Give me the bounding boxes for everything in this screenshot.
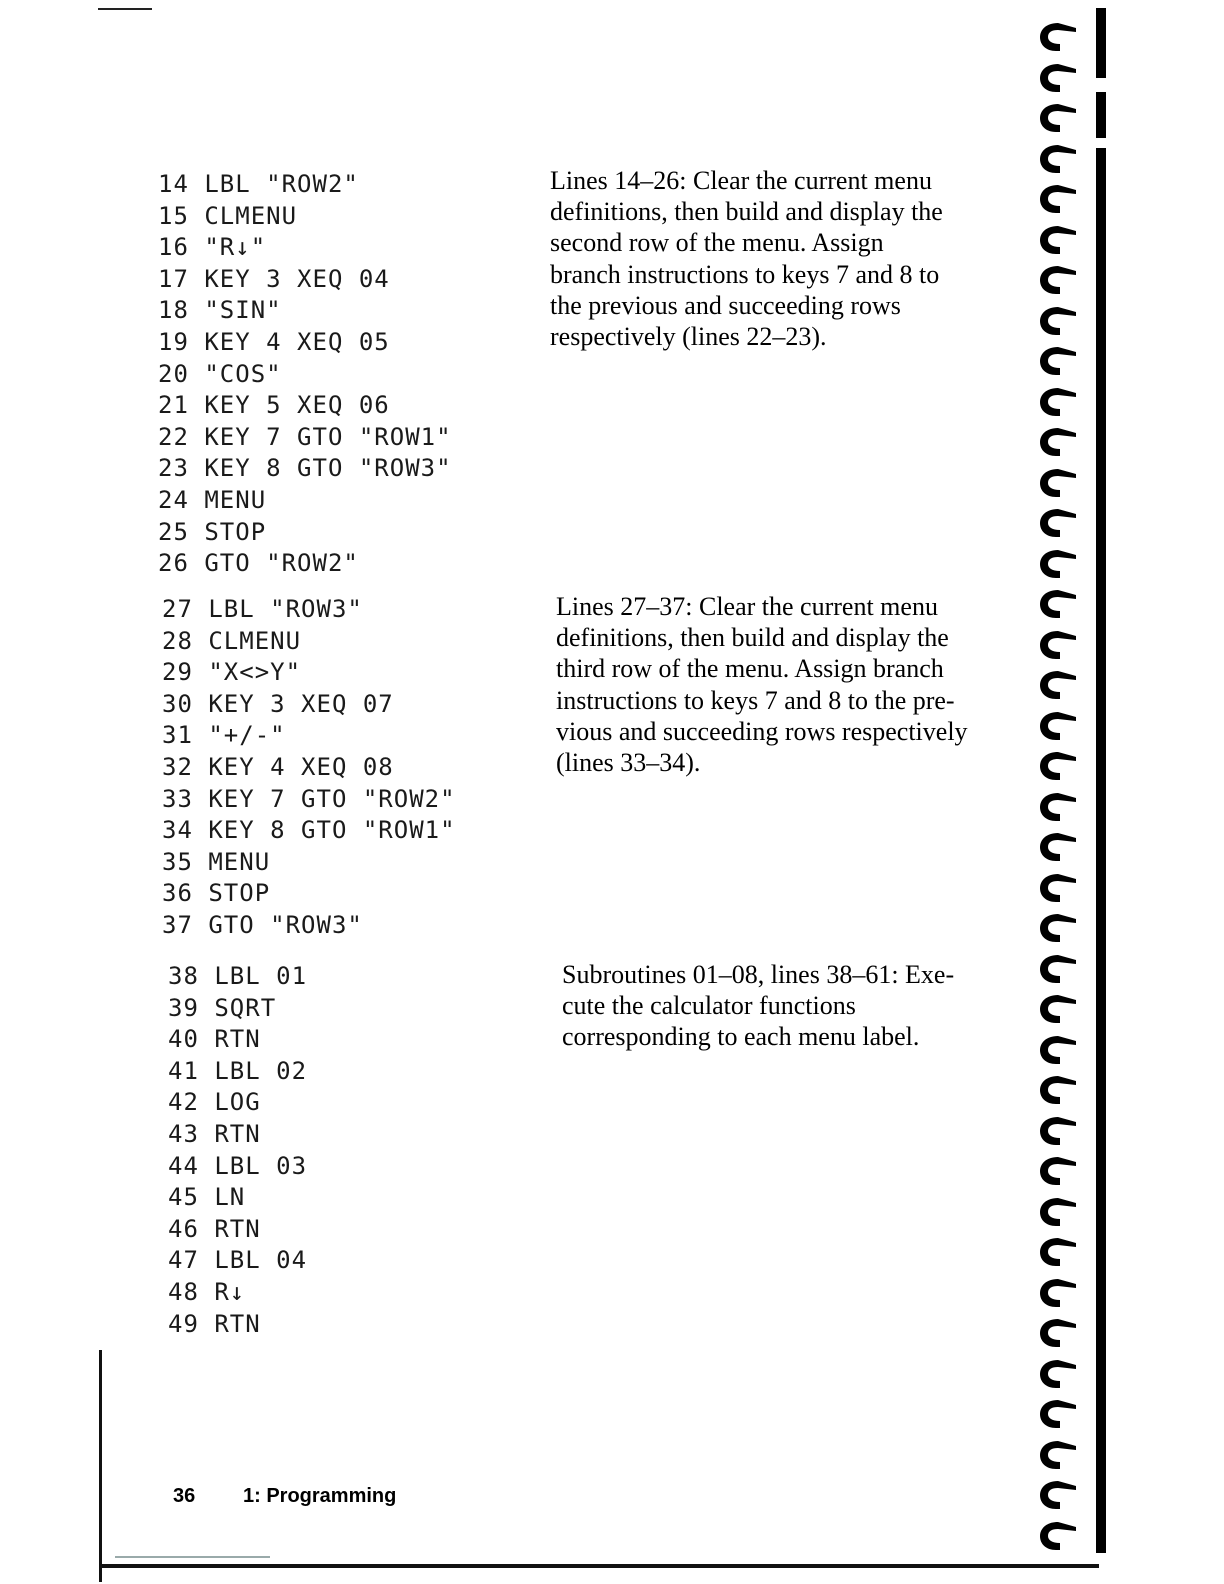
note-line: Lines 14–26: Clear the current menu <box>550 166 932 195</box>
code-line: 49 RTN <box>168 1309 261 1338</box>
code-line: 14 LBL "ROW2" <box>158 170 359 198</box>
note-line: second row of the menu. Assign <box>550 228 884 258</box>
binding-ring <box>1036 952 1078 986</box>
code-line: 16 "R↓" <box>158 233 267 262</box>
code-listing-block-3 <box>168 961 307 1340</box>
code-line: 31 "+/-" <box>162 721 286 750</box>
code-line: 37 GTO "ROW3" <box>162 910 363 939</box>
code-line: 19 KEY 4 XEQ 05 <box>158 327 390 356</box>
code-line: 15 CLMENU <box>158 201 298 230</box>
binding-ring <box>1036 668 1078 702</box>
chapter-title: 1: Programming <box>243 1485 397 1507</box>
binding-ring <box>1036 749 1078 783</box>
note-line: Lines 27–37: Clear the current menu <box>556 592 938 621</box>
binding-ring <box>1036 1397 1078 1431</box>
binding-ring <box>1036 871 1078 905</box>
code-line: 20 "COS" <box>158 359 282 388</box>
code-listing-block-2 <box>162 594 456 942</box>
note-line: vious and succeeding rows respectively <box>556 716 968 746</box>
binding-bar <box>1096 92 1106 138</box>
code-line: 26 GTO "ROW2" <box>158 549 359 578</box>
binding-ring <box>1036 304 1078 338</box>
binding-ring <box>1036 466 1078 500</box>
note-line: Subroutines 01–08, lines 38–61: Exe- <box>562 960 955 989</box>
note-line: the previous and succeeding rows <box>550 290 901 320</box>
binding-ring <box>1036 142 1078 176</box>
note-line: definitions, then build and display the <box>550 197 943 227</box>
code-line: 47 LBL 04 <box>168 1246 308 1275</box>
binding-ring <box>1036 1276 1078 1310</box>
scan-top-rule <box>98 8 152 10</box>
note-line: instructions to keys 7 and 8 to the pre- <box>556 685 955 715</box>
binding-ring <box>1036 1519 1078 1553</box>
code-line: 45 LN <box>168 1183 246 1212</box>
code-line: 36 STOP <box>162 879 271 908</box>
explanation-lines-27-37 <box>556 591 996 778</box>
note-line: third row of the menu. Assign branch <box>556 654 944 684</box>
code-line: 40 RTN <box>168 1025 261 1054</box>
code-line: 23 KEY 8 GTO "ROW3" <box>158 454 452 483</box>
scan-bottom-light-rule <box>115 1556 270 1558</box>
note-line: cute the calculator functions <box>562 991 856 1021</box>
binding-ring <box>1036 344 1078 378</box>
binding-ring <box>1036 587 1078 621</box>
note-line: branch instructions to keys 7 and 8 to <box>550 259 940 289</box>
binding-bar <box>1096 8 1106 78</box>
note-line: definitions, then build and display the <box>556 623 949 653</box>
code-line: 46 RTN <box>168 1214 261 1243</box>
binding-ring <box>1036 830 1078 864</box>
binding-ring <box>1036 101 1078 135</box>
binding-ring <box>1036 506 1078 540</box>
binding-ring <box>1036 1195 1078 1229</box>
code-line: 25 STOP <box>158 517 267 546</box>
code-line: 27 LBL "ROW3" <box>162 595 363 623</box>
binding-ring <box>1036 547 1078 581</box>
binding-ring <box>1036 20 1078 54</box>
binding-ring <box>1036 1235 1078 1269</box>
note-line: (lines 33–34). <box>556 748 701 778</box>
code-line: 48 R↓ <box>168 1277 246 1306</box>
binding-ring <box>1036 1114 1078 1148</box>
page-footer <box>173 1485 396 1508</box>
code-line: 28 CLMENU <box>162 626 302 655</box>
code-line: 44 LBL 03 <box>168 1151 308 1180</box>
note-line: respectively (lines 22–23). <box>550 322 827 352</box>
code-listing-block-1 <box>158 169 452 580</box>
binding-ring <box>1036 263 1078 297</box>
scan-bottom-edge <box>99 1564 1099 1568</box>
binding-ring <box>1036 385 1078 419</box>
binding-ring <box>1036 628 1078 662</box>
explanation-lines-14-26 <box>550 165 990 352</box>
binding-ring <box>1036 1357 1078 1391</box>
binding-ring <box>1036 425 1078 459</box>
explanation-subroutines <box>562 959 1002 1053</box>
code-line: 33 KEY 7 GTO "ROW2" <box>162 784 456 813</box>
binding-ring <box>1036 790 1078 824</box>
code-line: 30 KEY 3 XEQ 07 <box>162 689 394 718</box>
binding-ring <box>1036 1033 1078 1067</box>
binding-ring <box>1036 1478 1078 1512</box>
code-line: 38 LBL 01 <box>168 962 308 990</box>
code-line: 42 LOG <box>168 1088 261 1117</box>
code-line: 34 KEY 8 GTO "ROW1" <box>162 816 456 845</box>
code-line: 32 KEY 4 XEQ 08 <box>162 752 394 781</box>
binding-ring <box>1036 1073 1078 1107</box>
binding-bar <box>1096 148 1106 1553</box>
code-line: 29 "X<>Y" <box>162 658 302 687</box>
code-line: 24 MENU <box>158 485 267 514</box>
page-number: 36 <box>173 1485 196 1507</box>
binding-ring <box>1036 182 1078 216</box>
binding-ring <box>1036 911 1078 945</box>
binding-ring <box>1036 1438 1078 1472</box>
code-line: 39 SQRT <box>168 993 277 1022</box>
scan-left-edge <box>99 1350 102 1582</box>
code-line: 22 KEY 7 GTO "ROW1" <box>158 422 452 451</box>
code-line: 18 "SIN" <box>158 296 282 325</box>
code-line: 17 KEY 3 XEQ 04 <box>158 264 390 293</box>
code-line: 43 RTN <box>168 1119 261 1148</box>
binding-ring <box>1036 61 1078 95</box>
binding-ring <box>1036 709 1078 743</box>
note-line: corresponding to each menu label. <box>562 1022 920 1052</box>
binding-ring <box>1036 1154 1078 1188</box>
code-line: 21 KEY 5 XEQ 06 <box>158 391 390 420</box>
code-line: 35 MENU <box>162 847 271 876</box>
binding-ring <box>1036 992 1078 1026</box>
code-line: 41 LBL 02 <box>168 1056 308 1085</box>
binding-ring <box>1036 1316 1078 1350</box>
binding-ring <box>1036 223 1078 257</box>
